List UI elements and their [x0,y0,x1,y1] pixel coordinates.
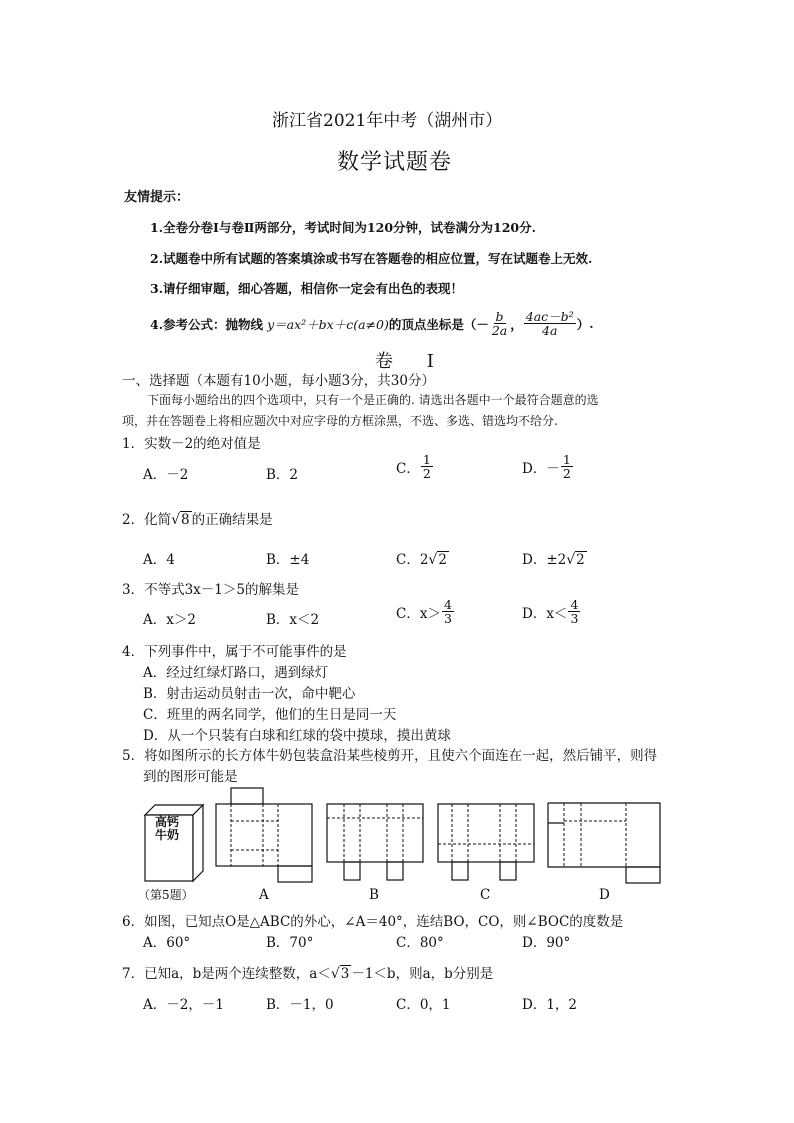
net-label-a: A [259,887,269,903]
net-d-figure [548,803,664,885]
q1-option-b: B．2 [266,467,299,483]
q1-d-fraction: $\frac{1}{2}$ [562,452,571,482]
q6-option-a: A．60° [143,935,191,951]
tip-2: 2.试题卷中所有试题的答案填涂或书写在答题卷的相应位置，写在试题卷上无效. [150,251,593,266]
section-instruction-1: 下面每小题给出的四个选项中，只有一个是正确的. 请选出各题中一个最符合题意的选 [147,393,599,407]
q6-stem: 6．如图，已知点O是△ABC的外心，∠A＝40°，连结BO，CO，则∠BOC的度数是 [122,914,624,930]
q7-stem: 7．已知a，b是两个连续整数，a＜√3 －1＜b，则a，b分别是 [122,966,494,982]
q3-option-b: B．x＜2 [266,612,320,628]
tip-4-label: 4.参考公式：抛物线 [150,316,264,332]
parabola-formula: y＝ax²＋bx＋c(a≠0) [267,316,389,332]
net-a-figure [216,788,316,886]
q1-stem: 1．实数－2的绝对值是 [122,436,261,452]
section-heading: 一、选择题（本题有10小题，每小题3分，共30分） [122,373,435,389]
q4-option-d: D．从一个只装有白球和红球的袋中摸球，摸出黄球 [143,728,451,744]
q3-option-a: A．x＞2 [143,612,196,628]
q2-option-c: C．2√2 [396,552,447,568]
tip-4-mid: 的顶点坐标是 [388,316,464,332]
tip-3: 3.请仔细审题，细心答题，相信你一定会有出色的表现！ [150,281,464,296]
section-instruction-2: 项，并在答题卷上将相应题次中对应字母的方框涂黑，不选、多选、错选均不给分. [122,414,558,428]
vertex-y-fraction: $\frac{\text{4ac－b²}}{4a}$ [525,309,574,339]
net-label-b: B [369,887,379,903]
section-title: 卷 Ⅰ [375,351,448,372]
q5-figure-caption: （第5题） [138,888,194,902]
vertex-x-fraction: $\frac{b}{2a}$ [491,309,508,339]
q7-option-d: D．1，2 [522,997,578,1013]
tips-heading: 友情提示： [124,190,190,205]
q1-c-fraction: $\frac{1}{2}$ [422,452,431,482]
q5-stem-1: 5．将如图所示的长方体牛奶包装盒沿某些棱剪开，且使六个面连在一起，然后铺平，则得 [122,748,658,764]
q6-option-c: C．80° [396,935,444,951]
net-c-figure [438,804,538,884]
q1-option-c: C． $\frac{1}{2}$ [396,452,431,482]
net-label-c: C [480,887,491,903]
q5-stem-2: 到的图形可能是 [143,769,238,785]
tip-1: 1.全卷分卷Ⅰ与卷Ⅱ两部分，考试时间为120分钟，试卷满分为120分. [150,220,536,235]
paper-subtitle: 数学试题卷 [337,150,453,175]
q3-stem: 3．不等式3x－1＞5的解集是 [122,582,299,598]
q4-option-a: A．经过红绿灯路口，遇到绿灯 [143,665,329,681]
q3-c-fraction: $\frac{4}{3}$ [443,597,452,627]
q7-option-c: C．0，1 [396,997,451,1013]
q6-option-d: D．90° [522,935,571,951]
tip-4: 4.参考公式：抛物线 y＝ax²＋bx＋c(a≠0) 的顶点坐标是 （－ $\frac{b}{2a}$ ， $\frac{\text{4ac－b²}}{4a}$ ） . [150,309,594,339]
net-b-figure [327,804,427,884]
q2-option-b: B．±4 [266,552,310,568]
q6-option-b: B．70° [266,935,314,951]
net-label-d: D [599,887,610,903]
q3-d-fraction: $\frac{4}{3}$ [570,597,579,627]
q7-option-b: B．－1，0 [266,997,334,1013]
q2-stem: 2．化简√8 的正确结果是 [122,512,273,528]
q4-stem: 4．下列事件中，属于不可能事件的是 [122,644,347,660]
q3-option-d: D．x＜ $\frac{4}{3}$ [522,597,579,627]
milk-box-label: 高钙牛奶 [154,815,179,842]
exam-title: 浙江省2021年中考（湖州市） [272,111,503,131]
q3-option-c: C．x＞ $\frac{4}{3}$ [396,597,452,627]
q4-option-b: B．射击运动员射击一次，命中靶心 [143,686,356,702]
q2-option-d: D．±2√2 [522,552,585,568]
q1-option-d: D．－ $\frac{1}{2}$ [522,452,571,482]
q7-option-a: A．－2，－1 [143,997,224,1013]
q2-option-a: A．4 [143,552,175,568]
q4-option-c: C．班里的两名同学，他们的生日是同一天 [143,707,397,723]
q1-option-a: A．－2 [143,467,189,483]
